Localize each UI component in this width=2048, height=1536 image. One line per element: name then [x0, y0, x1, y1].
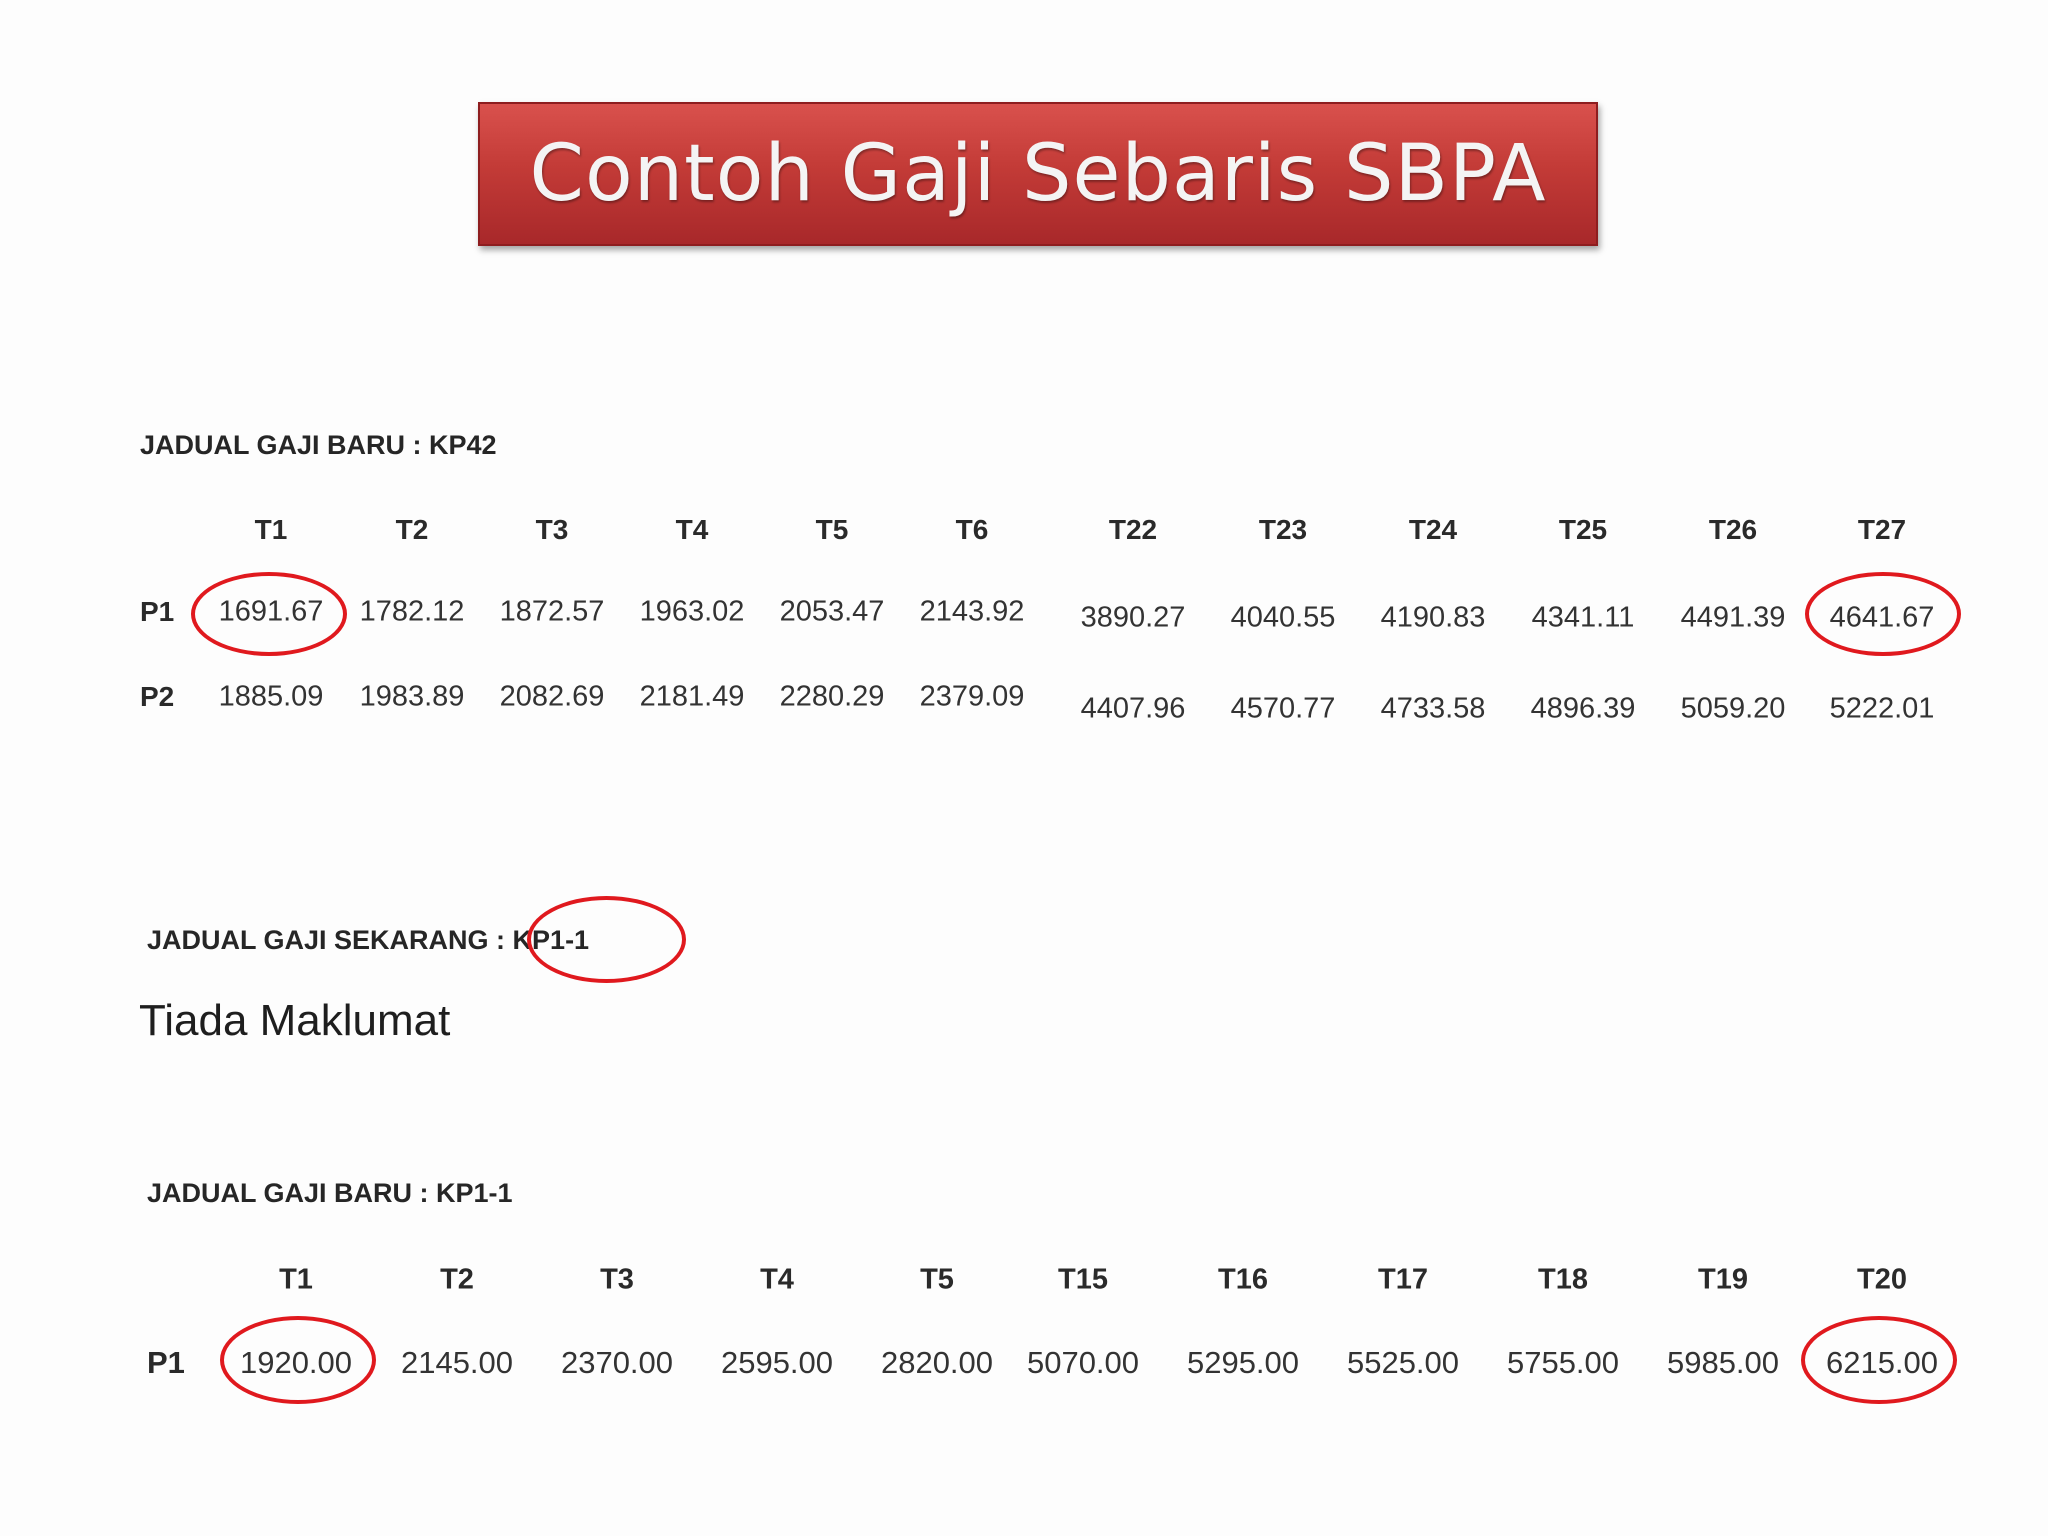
table-cell: 2595.00: [720, 1345, 834, 1380]
table-cell: 2280.29: [779, 680, 885, 713]
highlight-circle: [1805, 572, 1961, 656]
table-cell: 2145.00: [400, 1345, 514, 1380]
table-cell: 4641.67: [1829, 601, 1935, 634]
table-header-cell: T4: [760, 1263, 794, 1296]
table-header-cell: T20: [1857, 1263, 1907, 1296]
table-cell: 3890.27: [1080, 601, 1186, 634]
table-header-cell: T25: [1558, 514, 1608, 545]
table-kp1-1-title: JADUAL GAJI BARU : KP1-1: [147, 1178, 513, 1208]
table-cell: 5755.00: [1506, 1345, 1620, 1380]
table-header-cell: T3: [535, 514, 569, 545]
table-cell: 1920.00: [239, 1345, 353, 1380]
table-header-cell: T16: [1218, 1263, 1268, 1296]
table-header-cell: T4: [675, 514, 709, 545]
table-cell: 1963.02: [639, 595, 745, 628]
table-cell: 4040.55: [1230, 601, 1336, 634]
table-header-cell: T19: [1698, 1263, 1748, 1296]
table-cell: 1691.67: [218, 595, 324, 628]
table-cell: 4896.39: [1530, 692, 1636, 725]
table-header-cell: T23: [1258, 514, 1308, 545]
table-cell: 4491.39: [1680, 601, 1786, 634]
table-cell: 4733.58: [1380, 692, 1486, 725]
table-cell: 5222.01: [1829, 692, 1935, 725]
title-banner: [478, 102, 1598, 246]
table-cell: 2053.47: [779, 595, 885, 628]
table-cell: 2379.09: [919, 680, 1025, 713]
table-cell: 2181.49: [639, 680, 745, 713]
row-label: P1: [147, 1345, 185, 1380]
table-header-cell: T5: [815, 514, 849, 545]
table-kp42-title: JADUAL GAJI BARU : KP42: [140, 430, 497, 460]
table-header-cell: T1: [279, 1263, 313, 1296]
table-cell: 1782.12: [359, 595, 465, 628]
table-cell: 5525.00: [1346, 1345, 1460, 1380]
table-cell: 1885.09: [218, 680, 324, 713]
highlight-circle: [1801, 1316, 1957, 1404]
row-label: P2: [140, 681, 175, 712]
table-header-cell: T27: [1857, 514, 1907, 545]
table-cell: 4341.11: [1531, 601, 1635, 634]
highlight-circle: [527, 896, 686, 983]
table-cell: 2082.69: [499, 680, 605, 713]
current-table-title: JADUAL GAJI SEKARANG : KP1-1: [147, 925, 590, 955]
table-cell: 2370.00: [560, 1345, 674, 1380]
table-header-cell: T1: [254, 514, 288, 545]
table-header-cell: T2: [395, 514, 429, 545]
table-cell: 4407.96: [1080, 692, 1186, 725]
no-info-message: Tiada Maklumat: [139, 996, 451, 1045]
highlight-circle: [191, 572, 347, 656]
table-header-cell: T6: [955, 514, 989, 545]
table-header-cell: T5: [920, 1263, 954, 1296]
table-header-cell: T15: [1058, 1263, 1108, 1296]
table-header-cell: T22: [1108, 514, 1158, 545]
table-cell: 4190.83: [1380, 601, 1486, 634]
table-header-cell: T18: [1538, 1263, 1588, 1296]
table-cell: 2143.92: [919, 595, 1025, 628]
table-cell: 5295.00: [1186, 1345, 1300, 1380]
table-header-cell: T26: [1708, 514, 1758, 545]
table-cell: 1872.57: [499, 595, 605, 628]
table-cell: 5985.00: [1666, 1345, 1780, 1380]
table-header-cell: T17: [1378, 1263, 1428, 1296]
table-cell: 6215.00: [1825, 1345, 1939, 1380]
table-header-cell: T2: [440, 1263, 474, 1296]
slide-title: Contoh Gaji Sebaris SBPA: [529, 129, 1547, 219]
table-cell: 1983.89: [359, 680, 465, 713]
table-cell: 5059.20: [1680, 692, 1786, 725]
highlight-circle: [220, 1316, 376, 1404]
table-header-cell: T3: [600, 1263, 634, 1296]
table-cell: 2820.00: [880, 1345, 994, 1380]
table-cell: 4570.77: [1230, 692, 1336, 725]
row-label: P1: [140, 596, 175, 627]
table-cell: 5070.00: [1026, 1345, 1140, 1380]
table-header-cell: T24: [1408, 514, 1458, 545]
